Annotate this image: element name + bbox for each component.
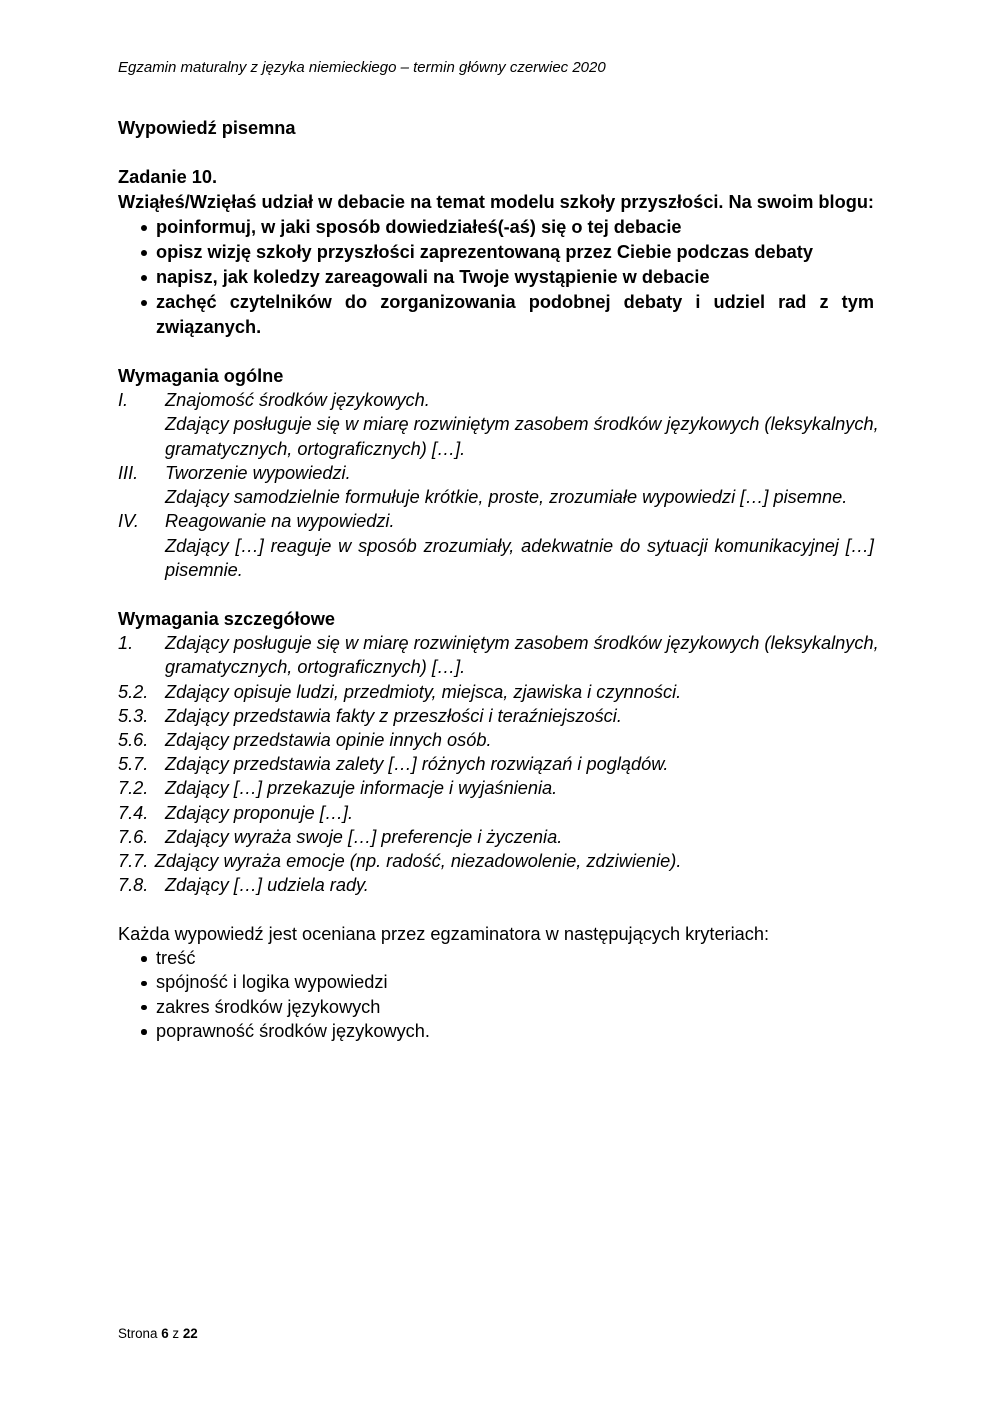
general-requirement-item [118,461,874,510]
bullet-icon [141,1005,147,1011]
task-instruction: Wziąłeś/Wzięłaś udział w debacie na temat modelu szkoły przyszłości. Na swoim blogu: [118,191,874,212]
detail-item [118,752,874,776]
footer-page-number: 6 [161,1326,169,1341]
task-bullet-text: poinformuj, w jaki sposób dowiedziałeś(-aś) się o tej debacie [156,216,682,237]
general-requirement-title: Tworzenie wypowiedzi. [165,462,351,483]
page-footer [118,1325,198,1343]
detail-item [118,801,874,825]
detail-item-text: Zdający przedstawia opinie innych osób. [165,729,492,750]
detail-item-text: Zdający […] udziela rady. [165,875,369,896]
general-requirement-text: Zdający samodzielnie formułuje krótkie, proste, zrozumiałe wypowiedzi […] pisemne. [165,487,848,508]
detail-item [118,704,874,728]
detail-item-number: 5.7. [118,754,149,775]
general-requirement-number: IV. [118,511,139,532]
detail-item-text: Zdający […] przekazuje informacje i wyjaśnienia. [165,778,558,799]
general-requirements-heading: Wymagania ogólne [118,365,284,386]
criteria-item [118,946,874,970]
section-title-block [118,116,874,140]
task-bullet-text: napisz, jak koledzy zareagowali na Twoje wystąpienie w debacie [156,266,710,287]
general-requirement-text: pisemnie. [165,559,243,580]
detail-item-number: 7.7. [118,850,149,871]
criteria-item-text: poprawność środków językowych. [156,1020,430,1041]
detail-item-text: gramatycznych, ortograficznych) […]. [165,657,466,678]
detail-item [118,825,874,849]
general-requirement-text: Zdający posługuje się w miarę rozwiniętym zasobem środków językowych (leksykalnych, [165,414,879,435]
general-requirement-text: Zdający […] reaguje w sposób zrozumiały, adekwatnie do sytuacji komunikacyjnej […] [165,535,874,556]
section-title: Wypowiedź pisemna [118,117,296,138]
detail-item-text: Zdający wyraża swoje […] preferencje i życzenia. [165,826,563,847]
task-bullet-text: opisz wizję szkoły przyszłości zaprezentowaną przez Ciebie podczas debaty [156,241,813,262]
criteria-intro: Każda wypowiedź jest oceniana przez egzaminatora w następujących kryteriach: [118,923,770,944]
page-header: Egzamin maturalny z języka niemieckiego – termin główny czerwiec 2020 [118,59,606,76]
bullet-icon [141,275,147,281]
general-requirement-number: I. [118,390,129,411]
general-requirement-title: Reagowanie na wypowiedzi. [165,511,395,532]
footer-of: z [172,1326,180,1341]
bullet-icon [141,1029,147,1035]
general-requirement-item [118,509,874,582]
general-requirement-number: III. [118,462,139,483]
detail-item-text: Zdający opisuje ludzi, przedmioty, miejsca, zjawiska i czynności. [165,681,682,702]
criteria-item [118,1019,874,1043]
task-bullet-text: zachęć czytelników do zorganizowania podobnej debaty i udziel rad z tym [156,291,874,312]
bullet-icon [141,300,147,306]
detail-item-number: 5.3. [118,705,149,726]
criteria-item [118,970,874,994]
detail-item-number: 7.8. [118,875,149,896]
detail-item-text: Zdający wyraża emocje (np. radość, niezadowolenie, zdziwienie). [154,850,682,871]
detail-item [118,873,874,897]
task-bullet [118,215,874,240]
task-bullet-text: związanych. [156,316,262,337]
task-bullet [118,265,874,290]
criteria-item-text: zakres środków językowych [156,996,381,1017]
detail-item-number: 7.6. [118,826,149,847]
task-bullet [118,290,874,340]
detail-item-text: Zdający posługuje się w miarę rozwiniętym zasobem środków językowych (leksykalnych, [165,633,879,654]
bullet-icon [141,956,147,962]
general-requirement-text: gramatycznych, ortograficznych) […]. [165,438,466,459]
criteria-item-text: spójność i logika wypowiedzi [156,972,388,993]
detail-item [118,680,874,704]
general-requirement-item [118,388,879,461]
bullet-icon [141,225,147,231]
detail-item-number: 1. [118,633,134,654]
detail-item [118,849,874,873]
task-block [118,165,874,340]
detail-item [118,728,874,752]
task-bullet [118,240,874,265]
detail-item-number: 5.2. [118,681,149,702]
general-requirement-title: Znajomość środków językowych. [165,390,430,411]
detail-item-text: Zdający przedstawia zalety […] różnych rozwiązań i poglądów. [165,754,669,775]
detail-item [118,776,874,800]
detailed-requirements-heading: Wymagania szczegółowe [118,608,335,629]
assessment-criteria [118,922,874,1043]
footer-page-total: 22 [182,1326,198,1341]
footer-label: Strona [118,1326,158,1341]
bullet-icon [141,981,147,987]
detail-item [118,631,879,679]
detail-item-text: Zdający przedstawia fakty z przeszłości i teraźniejszości. [165,705,622,726]
task-number: Zadanie 10. [118,166,218,187]
detail-item-number: 5.6. [118,729,149,750]
detailed-requirements [118,607,879,897]
criteria-item [118,995,874,1019]
criteria-item-text: treść [156,948,196,969]
detail-item-number: 7.4. [118,802,149,823]
detail-item-number: 7.2. [118,778,149,799]
general-requirements [118,364,879,582]
detail-item-text: Zdający proponuje […]. [165,802,354,823]
bullet-icon [141,250,147,256]
